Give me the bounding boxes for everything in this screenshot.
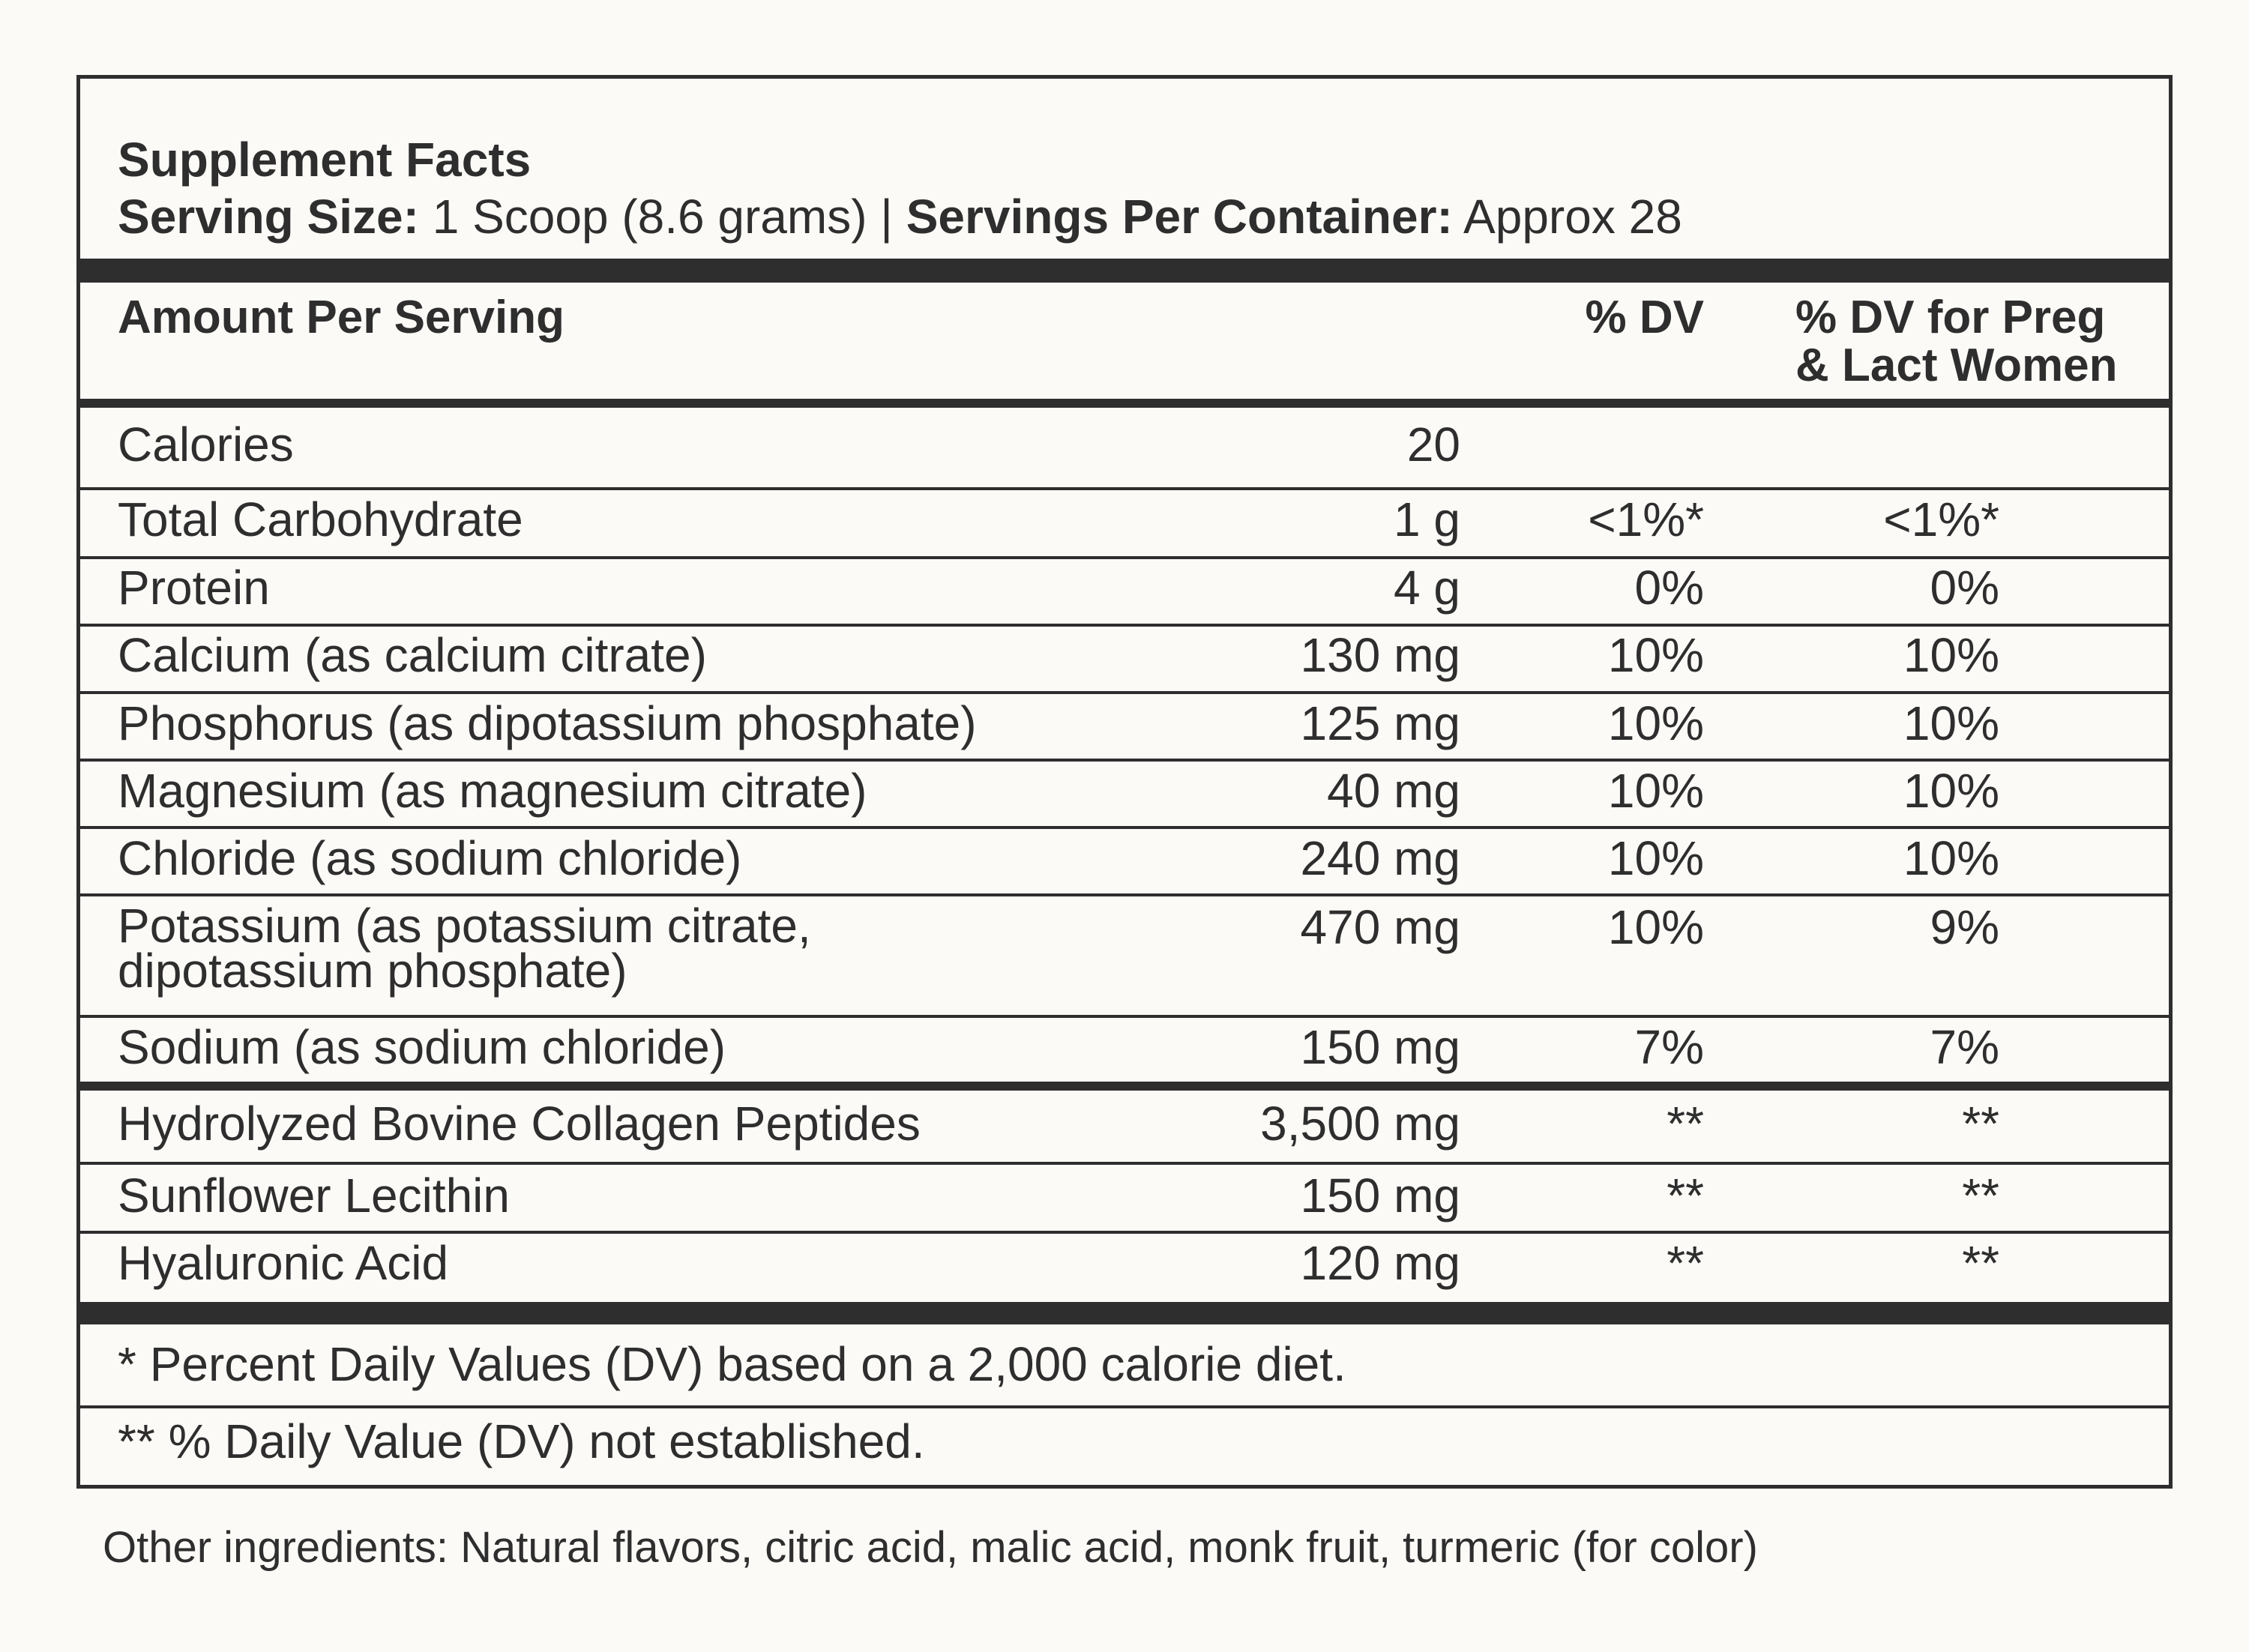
nutrient-amount: 40 mg: [1327, 764, 1460, 818]
row-divider: [80, 487, 2169, 490]
supplement-facts-panel: [76, 75, 2173, 1489]
preg-lact-header-line1: % DV for Preg: [1795, 292, 2106, 343]
nutrient-amount: 130 mg: [1300, 628, 1460, 682]
nutrient-amount: 120 mg: [1300, 1236, 1460, 1290]
preg-lact-header-line2: & Lact Women: [1795, 340, 2118, 391]
footnote-divider: [80, 1405, 2169, 1408]
nutrient-preg-dv: 10%: [1903, 764, 1999, 818]
preg-lact-header: [1795, 294, 2117, 390]
nutrient-name: Hyaluronic Acid: [118, 1236, 449, 1290]
panel-title: Supplement Facts: [118, 133, 532, 187]
row-divider: [80, 1231, 2169, 1234]
nutrient-dv: 10%: [1607, 696, 1704, 750]
nutrient-preg-dv: **: [1962, 1097, 1999, 1151]
row-divider: [80, 624, 2169, 627]
row-divider: [80, 893, 2169, 896]
serving-size-value: 1 Scoop (8.6 grams) |: [418, 190, 906, 244]
nutrient-name: Potassium (as potassium citrate, dipotassium phosphate): [118, 899, 811, 998]
nutrient-preg-dv: 10%: [1903, 628, 1999, 682]
nutrient-amount: 150 mg: [1300, 1169, 1460, 1223]
nutrient-name: Sunflower Lecithin: [118, 1169, 510, 1223]
nutrient-name: Total Carbohydrate: [118, 492, 523, 546]
nutrient-amount: 20: [1406, 417, 1460, 471]
nutrient-preg-dv: **: [1962, 1236, 1999, 1290]
serving-size-label: Serving Size:: [118, 190, 419, 244]
thick-divider: [76, 259, 2173, 283]
row-divider: [80, 1015, 2169, 1018]
dv-header: % DV: [1585, 292, 1704, 343]
nutrient-dv: 10%: [1607, 764, 1704, 818]
nutrient-preg-dv: 10%: [1903, 831, 1999, 885]
thick-divider: [76, 1302, 2173, 1324]
nutrient-name: Protein: [118, 561, 270, 615]
nutrient-name: Sodium (as sodium chloride): [118, 1020, 726, 1074]
nutrient-name: Calories: [118, 417, 294, 471]
medium-divider: [76, 399, 2173, 408]
row-divider: [80, 691, 2169, 694]
nutrient-amount: 150 mg: [1300, 1020, 1460, 1074]
amount-per-serving-header: Amount Per Serving: [118, 292, 564, 343]
footnote-percent-dv: * Percent Daily Values (DV) based on a 2,000 calorie diet.: [118, 1337, 1346, 1391]
nutrient-name: Chloride (as sodium chloride): [118, 831, 742, 885]
nutrient-preg-dv: 7%: [1930, 1020, 1999, 1074]
nutrient-dv: **: [1667, 1236, 1704, 1290]
nutrient-amount: 470 mg: [1300, 900, 1460, 954]
nutrient-name: Hydrolyzed Bovine Collagen Peptides: [118, 1097, 921, 1151]
nutrient-dv: 0%: [1634, 561, 1704, 615]
nutrient-name: Magnesium (as magnesium citrate): [118, 764, 867, 818]
row-divider: [80, 759, 2169, 762]
nutrient-dv: **: [1667, 1097, 1704, 1151]
other-ingredients: Other ingredients: Natural flavors, citric acid, malic acid, monk fruit, turmeric (for color): [103, 1523, 1758, 1572]
nutrient-amount: 1 g: [1394, 492, 1460, 546]
footnote-not-established: ** % Daily Value (DV) not established.: [118, 1414, 925, 1468]
row-divider: [80, 826, 2169, 829]
nutrient-amount: 125 mg: [1300, 696, 1460, 750]
row-divider: [80, 556, 2169, 559]
row-divider: [80, 1162, 2169, 1165]
servings-per-container-value: Approx 28: [1452, 190, 1682, 244]
nutrient-name: Phosphorus (as dipotassium phosphate): [118, 696, 977, 750]
nutrient-amount: 240 mg: [1300, 831, 1460, 885]
nutrient-dv: **: [1667, 1169, 1704, 1223]
nutrient-amount: 3,500 mg: [1260, 1097, 1460, 1151]
panel-header: [118, 131, 1682, 245]
nutrient-preg-dv: **: [1962, 1169, 1999, 1223]
nutrient-dv: <1%*: [1588, 492, 1704, 546]
nutrient-dv: 10%: [1607, 831, 1704, 885]
nutrient-preg-dv: 9%: [1930, 900, 1999, 954]
nutrient-name: Calcium (as calcium citrate): [118, 628, 707, 682]
nutrient-dv: 10%: [1607, 628, 1704, 682]
nutrient-preg-dv: 10%: [1903, 696, 1999, 750]
nutrient-preg-dv: <1%*: [1883, 492, 1999, 546]
medium-divider: [76, 1082, 2173, 1091]
serving-info: [118, 188, 1682, 245]
nutrient-dv: 10%: [1607, 900, 1704, 954]
nutrient-amount: 4 g: [1394, 561, 1460, 615]
nutrient-preg-dv: 0%: [1930, 561, 1999, 615]
servings-per-container-label: Servings Per Container:: [906, 190, 1453, 244]
nutrient-dv: 7%: [1634, 1020, 1704, 1074]
